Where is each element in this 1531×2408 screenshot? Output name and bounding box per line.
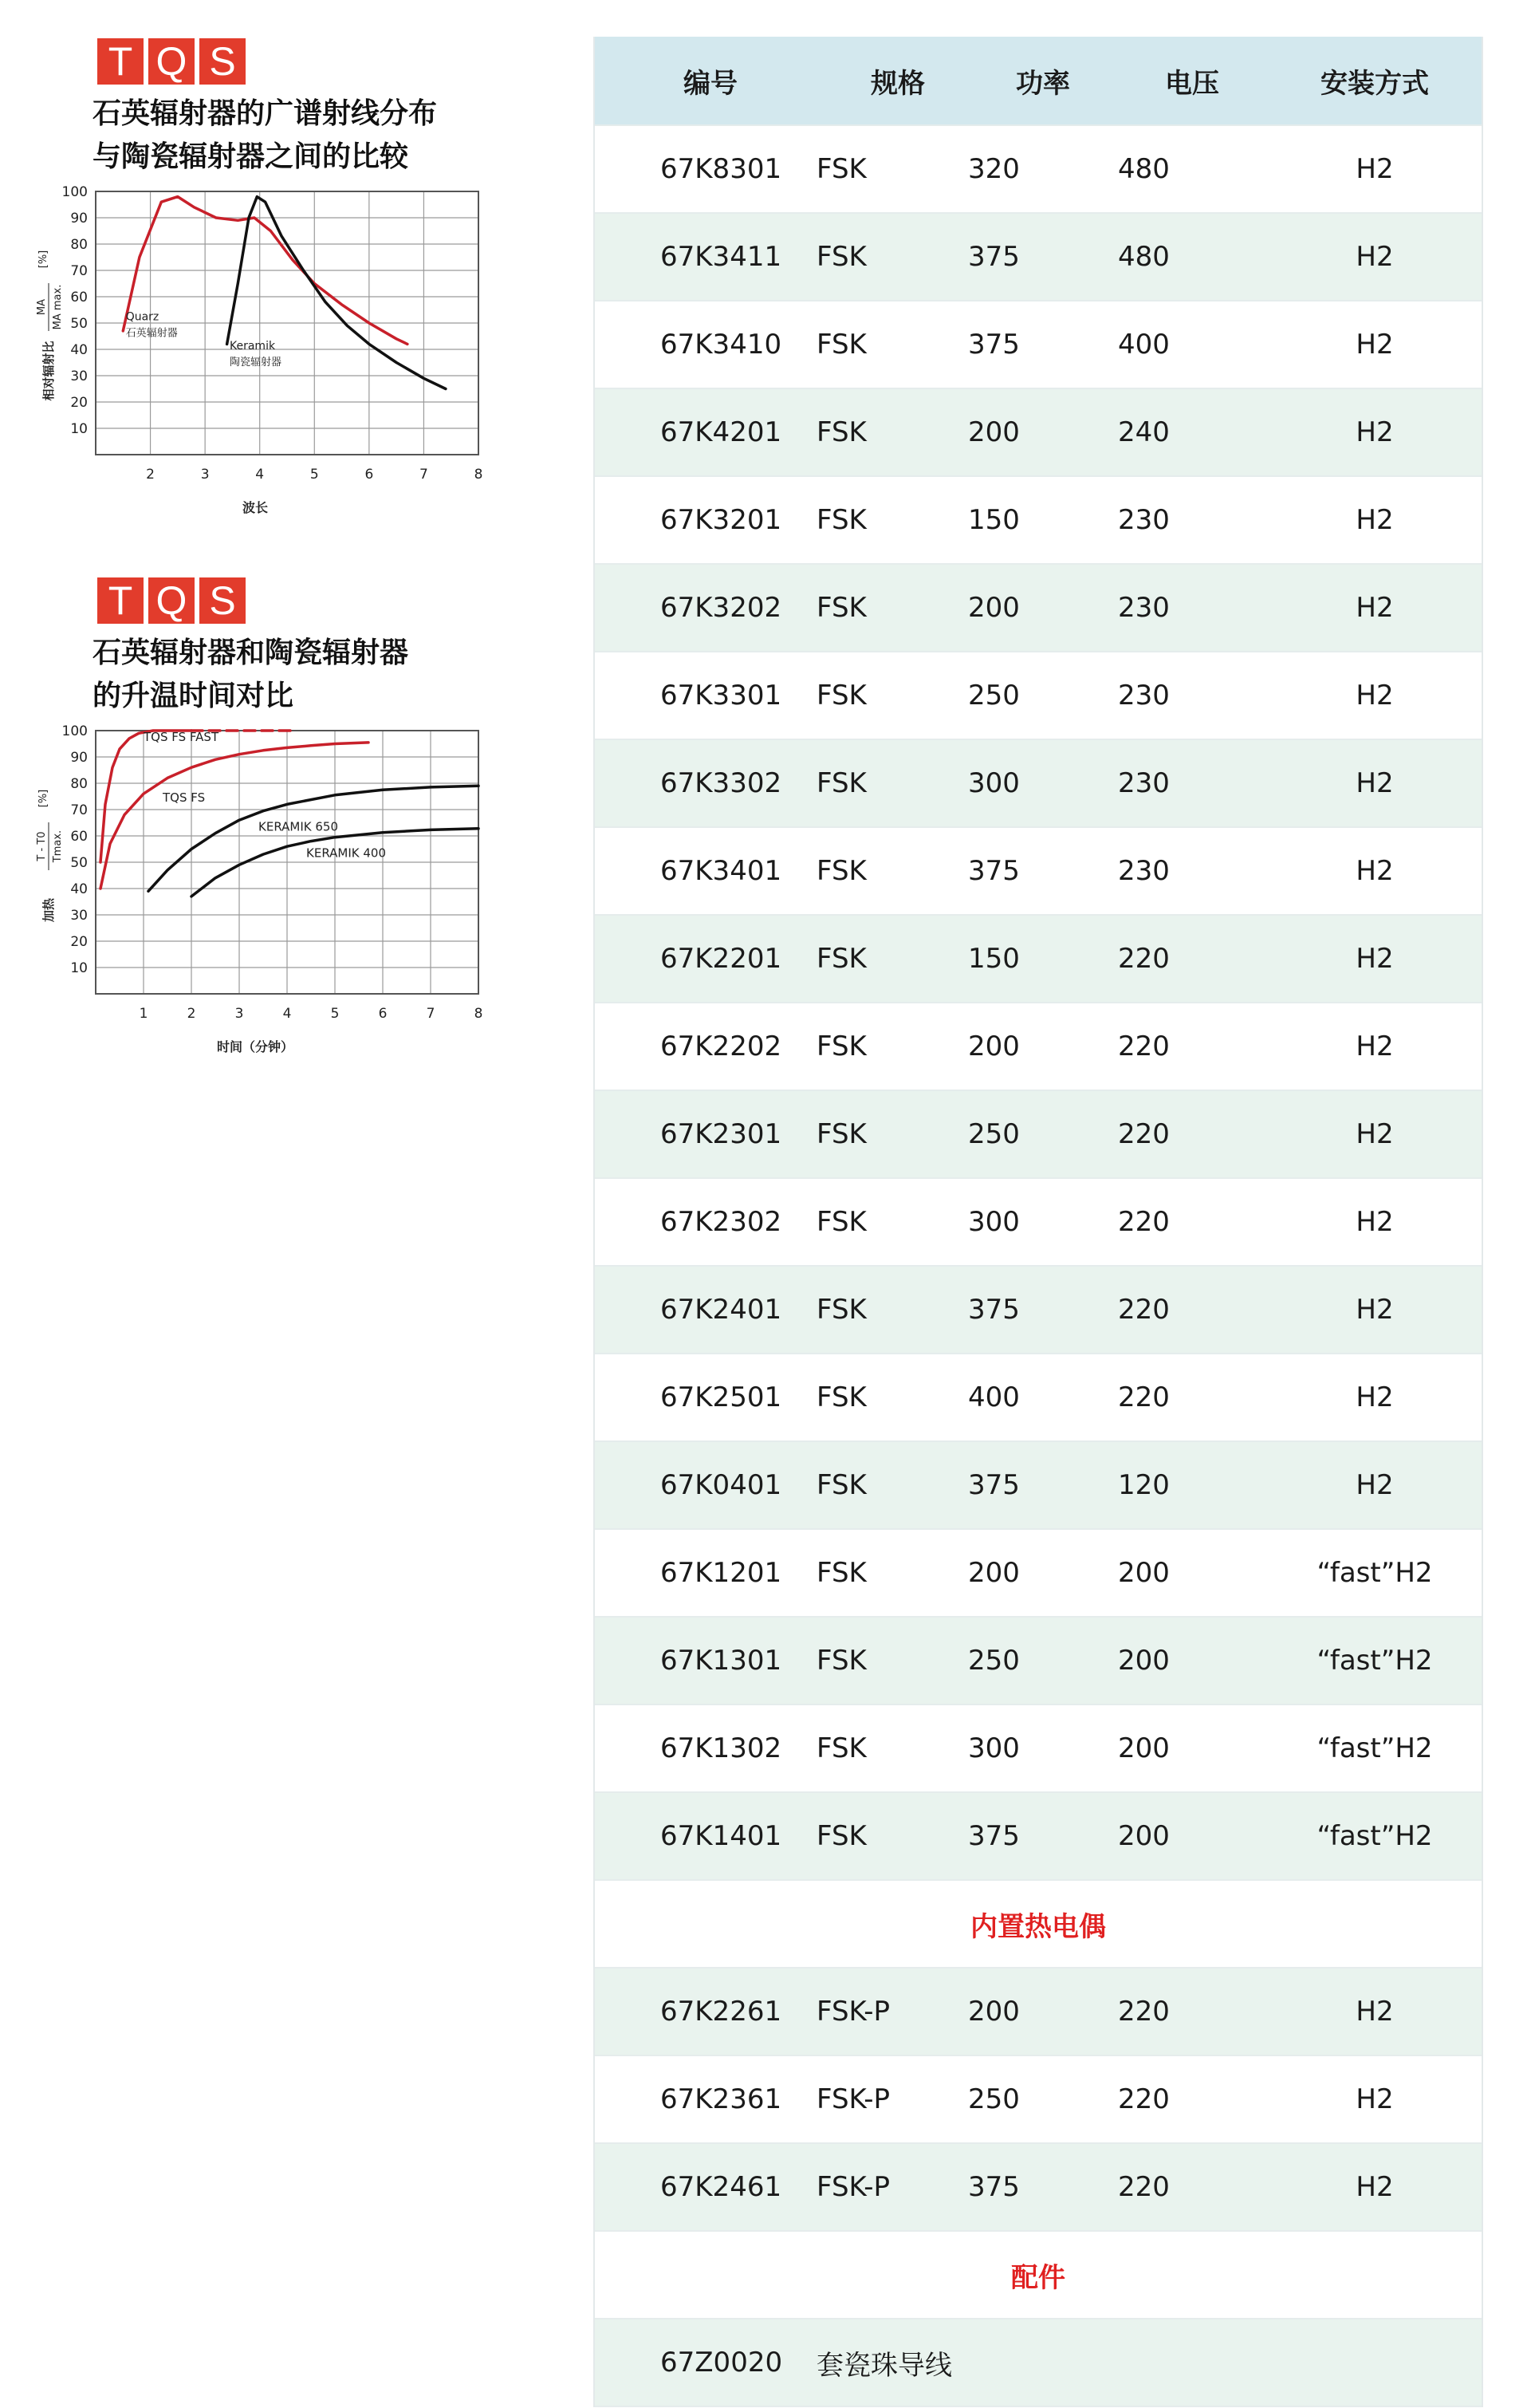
chart1-title-line1: 石英辐射器的广谱射线分布 [92,97,438,130]
y-tick-label: 20 [70,934,88,950]
cell-code: 67K3411 [660,241,782,273]
cell-power: 300 [968,767,1020,799]
logo-letter: T [97,38,144,85]
x-tick-label: 2 [187,1006,196,1022]
cell-voltage: 230 [1118,504,1170,536]
cell-power: 250 [968,1645,1020,1677]
x-tick-label: 2 [146,467,155,483]
cell-code: 67K2461 [660,2171,782,2203]
cell-voltage: 220 [1118,1294,1170,1326]
cell-power: 200 [968,416,1020,448]
cell-spec: FSK [817,1469,867,1501]
cell-mount: H2 [1356,153,1394,185]
cell-mount: H2 [1356,767,1394,799]
series-label: KERAMIK 400 [306,845,386,861]
table-row [595,2319,1482,2407]
y-axis-formula-den: Tmax. [52,830,64,863]
y-tick-label: 10 [70,421,88,437]
cell-mount: H2 [1356,1996,1394,2028]
cell-spec: FSK [817,416,867,448]
y-tick-label: 10 [70,960,88,976]
header-voltage: 电压 [1165,67,1219,100]
table-row [595,1267,1482,1354]
cell-power: 200 [968,1996,1020,2028]
cell-code: 67K0401 [660,1469,782,1501]
series-label: Quarz [125,310,159,324]
cell-mount: “fast”H2 [1317,1732,1433,1764]
y-tick-label: 100 [61,184,88,200]
series-label: TQS FS [163,790,206,806]
table-row [595,740,1482,828]
series-label: KERAMIK 650 [258,819,338,834]
cell-spec: FSK [817,855,867,887]
cell-code: 67K1401 [660,1820,782,1852]
cell-spec: FSK [817,1118,867,1150]
cell-mount: H2 [1356,1294,1394,1326]
cell-voltage: 220 [1118,1031,1170,1062]
cell-mount: H2 [1356,1381,1394,1413]
y-tick-label: 70 [70,263,88,279]
table-row [595,1091,1482,1179]
y-axis-formula-num: MA [36,298,48,316]
cell-power: 200 [968,1557,1020,1589]
tqs-logo-1 [97,38,246,85]
cell-voltage: 200 [1118,1820,1170,1852]
x-tick-label: 6 [364,467,374,483]
y-tick-label: 30 [70,368,88,384]
cell-code: 67K3410 [660,329,782,361]
x-tick-label: 8 [474,467,483,483]
cell-power: 375 [968,1820,1020,1852]
table-row [595,2144,1482,2232]
y-tick-label: 80 [70,776,88,792]
cell-power: 375 [968,1294,1020,1326]
cell-spec: FSK [817,1557,867,1589]
cell-power: 200 [968,1031,1020,1062]
section-thermocouple: 内置热电偶 [595,1881,1482,1969]
y-axis-formula-num: T - T0 [36,831,48,861]
y-tick-label: 30 [70,908,88,924]
cell-mount: “fast”H2 [1317,1557,1433,1589]
cell-code: 67K2201 [660,943,782,975]
cell-voltage: 220 [1118,943,1170,975]
cell-power: 375 [968,329,1020,361]
y-axis-formula-den: MA max. [52,284,64,330]
cell-power: 250 [968,2083,1020,2115]
y-axis-label: 相对辐射比 [41,341,56,401]
y-tick-label: 60 [70,829,88,845]
cell-power: 250 [968,1118,1020,1150]
table-row [595,2056,1482,2144]
y-tick-label: 40 [70,881,88,897]
cell-mount: H2 [1356,2171,1394,2203]
y-tick-label: 40 [70,342,88,358]
cell-voltage: 220 [1118,1206,1170,1238]
cell-code: 67K3201 [660,504,782,536]
cell-voltage: 230 [1118,767,1170,799]
table-row [595,1179,1482,1267]
cell-mount: H2 [1356,855,1394,887]
cell-voltage: 230 [1118,680,1170,711]
cell-code: 67K2302 [660,1206,782,1238]
cell-voltage: 220 [1118,2171,1170,2203]
cell-code: 67K3401 [660,855,782,887]
table-row [595,565,1482,652]
cell-voltage: 240 [1118,416,1170,448]
table-row [595,126,1482,214]
x-tick-label: 4 [255,467,265,483]
y-tick-label: 60 [70,290,88,305]
cell-mount: H2 [1356,1118,1394,1150]
header-code: 编号 [683,67,738,100]
cell-spec: FSK-P [817,1996,891,2028]
table-row [595,214,1482,301]
cell-mount: H2 [1356,592,1394,624]
cell-mount: H2 [1356,416,1394,448]
y-axis-label: 加热 [41,897,56,923]
header-power: 功率 [1016,67,1070,100]
chart2-title [92,632,408,718]
table-row [595,1618,1482,1705]
x-tick-label: 7 [419,467,428,483]
product-table [593,37,1483,2407]
logo-letter: Q [148,577,195,624]
series-label: Keramik [230,340,276,353]
chart1-title [92,93,437,179]
cell-mount: H2 [1356,504,1394,536]
cell-voltage: 400 [1118,329,1170,361]
cell-spec: FSK [817,943,867,975]
cell-code: 67K1302 [660,1732,782,1764]
table-row [595,1969,1482,2056]
series-label: 石英辐射器 [125,327,178,340]
cell-mount: “fast”H2 [1317,1820,1433,1852]
table-row [595,916,1482,1003]
cell-mount: H2 [1356,680,1394,711]
cell-code: 67K2401 [660,1294,782,1326]
x-axis-label: 波长 [242,500,269,515]
x-tick-label: 7 [426,1006,435,1022]
chart2-heatup-chart [16,715,510,1082]
y-axis-unit: [%] [37,789,49,808]
y-tick-label: 50 [70,316,88,332]
y-tick-label: 20 [70,395,88,411]
table-header [595,37,1482,126]
logo-letter: T [97,577,144,624]
cell-power: 375 [968,241,1020,273]
header-spec: 规格 [871,67,925,100]
table-row [595,1003,1482,1091]
y-axis-unit: [%] [37,250,49,269]
cell-code: 67K3202 [660,592,782,624]
cell-voltage: 480 [1118,241,1170,273]
cell-spec: FSK [817,241,867,273]
cell-power: 300 [968,1206,1020,1238]
cell-power: 150 [968,943,1020,975]
cell-voltage: 220 [1118,1996,1170,2028]
table-row [595,828,1482,916]
logo-letter: S [199,38,246,85]
cell-code: 67K4201 [660,416,782,448]
table-row [595,389,1482,477]
table-row [595,1442,1482,1530]
cell-spec: FSK [817,1732,867,1764]
cell-spec: FSK [817,592,867,624]
chart1-title-line2: 与陶瓷辐射器之间的比较 [92,140,409,173]
cell-code: 67K2261 [660,1996,782,2028]
cell-spec: FSK [817,1206,867,1238]
cell-mount: H2 [1356,943,1394,975]
cell-code: 67K2301 [660,1118,782,1150]
cell-spec: FSK [817,329,867,361]
series-label: TQS FS FAST [144,730,219,745]
table-row [595,652,1482,740]
y-axis-label-group [36,250,64,401]
cell-voltage: 480 [1118,153,1170,185]
cell-code: 67K1301 [660,1645,782,1677]
table-row [595,1705,1482,1793]
cell-code: 67K3302 [660,767,782,799]
cell-voltage: 220 [1118,1118,1170,1150]
cell-voltage: 220 [1118,2083,1170,2115]
cell-power: 320 [968,153,1020,185]
logo-letter: Q [148,38,195,85]
cell-voltage: 230 [1118,855,1170,887]
cell-code: 67K3301 [660,680,782,711]
chart2-title-line1: 石英辐射器和陶瓷辐射器 [92,636,409,669]
chart1-spectrum-chart [16,175,510,542]
table-row [595,1793,1482,1881]
cell-mount: H2 [1356,1206,1394,1238]
cell-power: 400 [968,1381,1020,1413]
x-tick-label: 4 [282,1006,292,1022]
y-tick-label: 80 [70,237,88,253]
cell-power: 375 [968,2171,1020,2203]
cell-code: 67K8301 [660,153,782,185]
table-row [595,1530,1482,1618]
x-tick-label: 5 [309,467,319,483]
cell-voltage: 120 [1118,1469,1170,1501]
cell-spec: FSK-P [817,2171,891,2203]
cell-spec: FSK [817,1381,867,1413]
x-axis-label: 时间（分钟） [216,1039,294,1054]
cell-spec: FSK [817,504,867,536]
table-row [595,1354,1482,1442]
y-tick-label: 90 [70,211,88,227]
cell-desc: 套瓷珠导线 [817,2349,952,2382]
y-tick-label: 70 [70,802,88,818]
x-tick-label: 1 [139,1006,148,1022]
cell-spec: FSK-P [817,2083,891,2115]
cell-voltage: 230 [1118,592,1170,624]
y-tick-label: 100 [61,723,88,739]
y-axis-label-group [36,790,64,923]
cell-mount: H2 [1356,1031,1394,1062]
cell-voltage: 200 [1118,1732,1170,1764]
cell-power: 375 [968,1469,1020,1501]
cell-power: 375 [968,855,1020,887]
cell-mount: H2 [1356,329,1394,361]
cell-mount: “fast”H2 [1317,1645,1433,1677]
cell-spec: FSK [817,1645,867,1677]
cell-spec: FSK [817,1820,867,1852]
cell-spec: FSK [817,153,867,185]
chart2-title-line2: 的升温时间对比 [92,680,294,712]
cell-code: 67Z0020 [660,2347,783,2378]
x-tick-label: 8 [474,1006,483,1022]
cell-code: 67K2501 [660,1381,782,1413]
section-accessories: 配件 [595,2232,1482,2319]
cell-voltage: 220 [1118,1381,1170,1413]
y-tick-label: 90 [70,750,88,766]
cell-spec: FSK [817,1031,867,1062]
x-tick-label: 6 [378,1006,388,1022]
cell-spec: FSK [817,680,867,711]
cell-code: 67K1201 [660,1557,782,1589]
tqs-logo-2 [97,577,246,624]
x-tick-label: 5 [330,1006,340,1022]
cell-mount: H2 [1356,1469,1394,1501]
cell-power: 150 [968,504,1020,536]
y-tick-label: 50 [70,855,88,871]
cell-code: 67K2361 [660,2083,782,2115]
cell-code: 67K2202 [660,1031,782,1062]
x-tick-label: 3 [200,467,210,483]
series-label: 陶瓷辐射器 [230,356,282,368]
table-row [595,301,1482,389]
header-mount: 安装方式 [1320,67,1429,100]
cell-spec: FSK [817,767,867,799]
cell-mount: H2 [1356,2083,1394,2115]
cell-spec: FSK [817,1294,867,1326]
cell-power: 250 [968,680,1020,711]
cell-voltage: 200 [1118,1557,1170,1589]
cell-power: 200 [968,592,1020,624]
cell-power: 300 [968,1732,1020,1764]
cell-voltage: 200 [1118,1645,1170,1677]
cell-mount: H2 [1356,241,1394,273]
x-tick-label: 3 [234,1006,244,1022]
logo-letter: S [199,577,246,624]
table-row [595,477,1482,565]
